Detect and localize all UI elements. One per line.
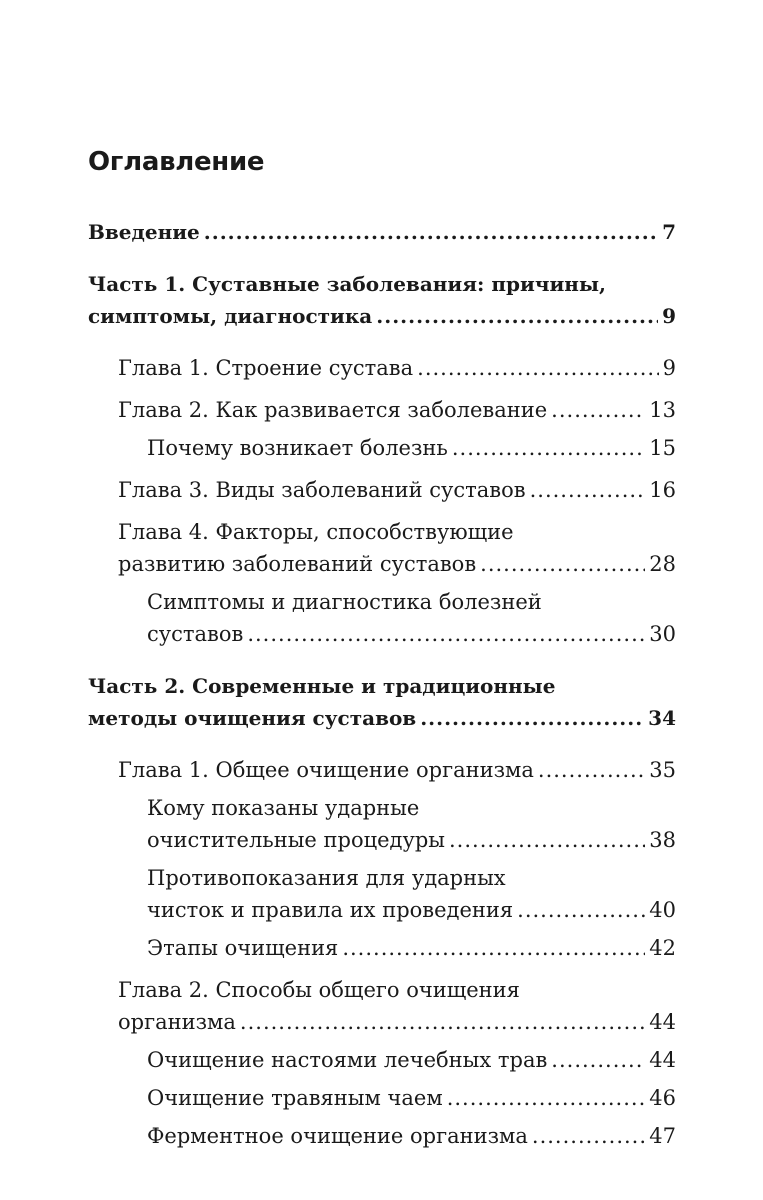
toc-entry-p2-ch1-section-3 [88,932,676,964]
leader-dots [376,300,658,332]
toc-title: Оглавление [88,147,265,177]
toc-entry-title: Почему возникает болезнь [147,436,448,460]
toc-entry-row [88,300,676,332]
toc-entry-title-line: Противопоказания для ударных [147,866,506,890]
leader-dots [204,216,658,248]
toc-entry-title: Ферментное очищение организма [147,1124,528,1148]
toc-entry-title: чисток и правила их проведения [147,898,514,922]
leader-dots [240,1006,645,1038]
toc-entry-title: суставов [147,622,244,646]
toc-entry-part-1 [88,268,676,332]
toc-entry-p2-ch2-section-2 [88,1082,676,1114]
toc-entry-row [147,932,676,964]
toc-entry-title: Глава 3. Виды заболеваний суставов [118,478,526,502]
toc-entry-row [118,474,676,506]
toc-entry-title-line: Глава 2. Способы общего очищения [118,978,520,1002]
toc-entry-page: 40 [649,898,676,922]
leader-dots [447,1082,646,1114]
toc-entry-p2-chapter-1 [88,754,676,786]
leader-dots [420,702,644,734]
toc-entry-page: 30 [649,622,676,646]
leader-dots [517,894,645,926]
leader-dots [417,352,658,384]
toc-entry-row [118,352,676,384]
toc-entry-row [147,1120,676,1152]
toc-entry-row [147,894,676,926]
leader-dots [532,1120,645,1152]
toc-entry-page: 42 [649,936,676,960]
toc-entry-page: 44 [649,1010,676,1034]
toc-entry-p2-ch1-section-2 [88,862,676,926]
toc-entry-row [147,432,676,464]
toc-entry-row [147,618,676,650]
toc-entry-page: 34 [648,706,676,730]
toc-entry-title: очистительные процедуры [147,828,445,852]
toc-entry-title: симптомы, диагностика [88,304,373,328]
toc-entry-row [147,824,676,856]
toc-entry-introduction [88,216,676,248]
leader-dots [247,618,645,650]
toc-entry-p1-chapter-1 [88,352,676,384]
toc-entry-p2-ch2-section-3 [88,1120,676,1152]
leader-dots [480,548,645,580]
toc-entry-title-line: Кому показаны ударные [147,796,420,820]
toc-entry-row [118,754,676,786]
leader-dots [551,1044,645,1076]
toc-entry-page: 46 [649,1086,676,1110]
toc-entry-page: 13 [649,398,676,422]
toc-entry-title: Очищение настоями лечебных трав [147,1048,548,1072]
toc-entry-page: 16 [649,478,676,502]
toc-list [88,216,676,1152]
toc-entry-title: Этапы очищения [147,936,339,960]
toc-entry-part-2 [88,670,676,734]
toc-entry-p2-chapter-2 [88,974,676,1038]
toc-entry-page: 28 [649,552,676,576]
toc-entry-page: 44 [649,1048,676,1072]
toc-entry-page: 15 [649,436,676,460]
leader-dots [452,432,645,464]
toc-entry-p1-ch2-section-1 [88,432,676,464]
toc-entry-title-line: Симптомы и диагностика болезней [147,590,542,614]
toc-entry-title: Глава 2. Как развивается заболевание [118,398,548,422]
toc-entry-title: Очищение травяным чаем [147,1086,443,1110]
leader-dots [538,754,645,786]
toc-entry-page: 9 [662,304,676,328]
toc-entry-page: 38 [649,828,676,852]
toc-entry-page: 35 [649,758,676,782]
toc-entry-row [147,1044,676,1076]
toc-entry-page: 9 [662,356,676,380]
toc-entry-title-line: Глава 4. Факторы, способствующие [118,520,514,544]
toc-entry-title: Глава 1. Строение сустава [118,356,414,380]
toc-entry-title: Глава 1. Общее очищение организма [118,758,534,782]
toc-entry-title: методы очищения суставов [88,706,417,730]
toc-entry-p2-ch1-section-1 [88,792,676,856]
toc-entry-title: развитию заболеваний суставов [118,552,477,576]
toc-entry-p1-chapter-3 [88,474,676,506]
toc-entry-row [88,216,676,248]
toc-entry-page: 47 [649,1124,676,1148]
toc-entry-row [118,394,676,426]
toc-entry-row [118,1006,676,1038]
toc-entry-title: Введение [88,220,200,244]
toc-entry-title-line: Часть 1. Суставные заболевания: причины, [88,272,606,296]
leader-dots [551,394,645,426]
toc-entry-title-line: Часть 2. Современные и традиционные [88,674,556,698]
leader-dots [449,824,645,856]
toc-entry-p2-ch2-section-1 [88,1044,676,1076]
toc-entry-title: организма [118,1010,236,1034]
toc-entry-row [147,1082,676,1114]
toc-entry-row [88,702,676,734]
toc-entry-p1-ch4-section-1 [88,586,676,650]
toc-entry-p1-chapter-4 [88,516,676,580]
toc-entry-row [118,548,676,580]
toc-page [88,140,676,1152]
toc-entry-page: 7 [662,220,676,244]
leader-dots [530,474,646,506]
toc-entry-p1-chapter-2 [88,394,676,426]
leader-dots [342,932,645,964]
